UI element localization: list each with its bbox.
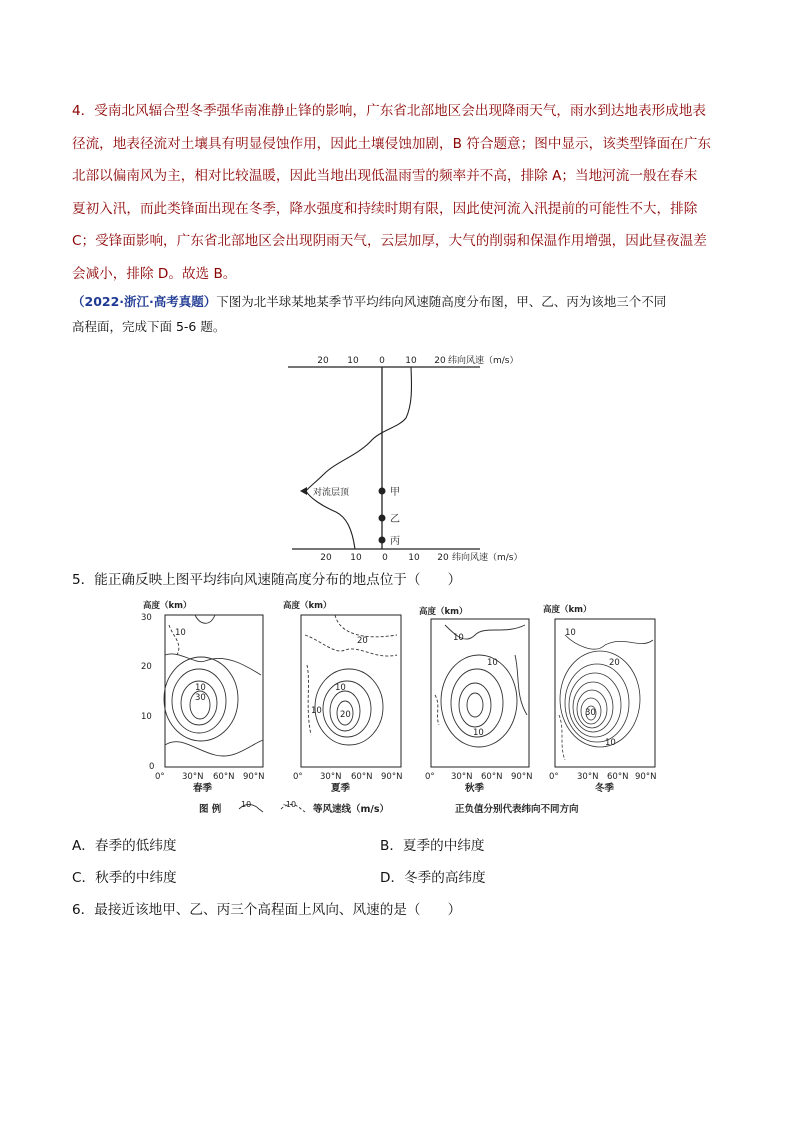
answer-line: C；受锋面影响，广东省北部地区会出现阴雨天气，云层加厚，大气的削弱和保温作用增强，因此昼夜温差 — [72, 233, 707, 249]
x-tick: 30°N — [320, 772, 342, 782]
contour-label: 20 — [609, 658, 620, 668]
x-tick: 90°N — [635, 772, 657, 782]
contour-label: 10 — [487, 658, 498, 668]
question-intro — [72, 289, 732, 339]
bottom-axis-label: 纬向风速（m/s） — [452, 553, 523, 563]
season-label: 夏季 — [331, 783, 351, 794]
contour-label: 10 — [175, 628, 186, 638]
panel-spring — [141, 600, 264, 794]
contour-label: 20 — [357, 636, 368, 646]
x-tick: 60°N — [481, 772, 503, 782]
panel-ylabel: 高度（km） — [419, 607, 468, 617]
option-a[interactable]: A．春季的低纬度 — [72, 838, 177, 854]
legend-text: 等风速线（m/s） — [313, 804, 390, 815]
question-6-stem: 6．最接近该地甲、乙、丙三个高程面上风向、风速的是（ ） — [72, 902, 462, 918]
level-jia-label: 甲 — [390, 487, 400, 498]
bottom-tick: 20 — [437, 553, 449, 563]
legend-title: 图 例 — [199, 804, 222, 815]
contour-label: 10 — [565, 628, 576, 638]
level-jia-marker — [379, 488, 386, 495]
contour-label: 10 — [605, 738, 616, 748]
answer-line: 北部以偏南风为主，相对比较温暖，因此当地出现低温雨雪的频率并不高，排除 A；当地河流一般在春末 — [72, 168, 698, 184]
y-tick: 20 — [141, 662, 152, 672]
level-bing-marker — [379, 537, 386, 544]
x-tick: 90°N — [511, 772, 533, 782]
season-label: 冬季 — [595, 783, 615, 794]
top-tick: 10 — [405, 356, 417, 366]
x-tick: 60°N — [351, 772, 373, 782]
answer-line: 会减小，排除 D。故选 B。 — [72, 265, 237, 282]
y-tick: 10 — [141, 712, 152, 722]
x-tick: 0° — [293, 772, 303, 782]
option-b[interactable]: B．夏季的中纬度 — [380, 838, 485, 854]
panel-ylabel: 高度（km） — [283, 601, 332, 611]
top-tick: 20 — [434, 356, 446, 366]
x-tick: 0° — [549, 772, 559, 782]
x-tick: 0° — [155, 772, 165, 782]
top-tick: 10 — [347, 356, 359, 366]
panel-autumn — [419, 606, 532, 794]
contour-label: 10 — [473, 728, 484, 738]
contour-label: 10 — [311, 706, 322, 716]
level-bing-label: 丙 — [390, 536, 400, 547]
y-tick: 30 — [141, 613, 152, 623]
level-yi-label: 乙 — [390, 514, 400, 525]
panel-summer — [283, 600, 402, 794]
season-label: 秋季 — [465, 783, 485, 794]
season-label: 春季 — [193, 783, 213, 794]
contour-label: 30 — [195, 693, 206, 703]
bottom-tick: 10 — [350, 553, 362, 563]
x-tick: 30°N — [182, 772, 204, 782]
top-tick: 20 — [317, 356, 329, 366]
x-tick: 60°N — [607, 772, 629, 782]
answer-4-paragraph — [72, 95, 732, 290]
bottom-tick: 0 — [382, 553, 388, 563]
intro-text: 下图为北半球某地某季节平均纬向风速随高度分布图，甲、乙、丙为该地三个不同 — [216, 294, 667, 309]
panel-winter — [543, 604, 656, 794]
tropopause-label: 对流层顶 — [313, 488, 350, 498]
contour-label: 10 — [195, 683, 206, 693]
option-c[interactable]: C．秋季的中纬度 — [72, 870, 177, 886]
panel-ylabel: 高度（km） — [143, 601, 192, 611]
contour-label: 20 — [340, 710, 351, 720]
contour-label: 10 — [453, 633, 464, 643]
answer-line: 4．受南北风辐合型冬季强华南准静止锋的影响，广东省北部地区会出现降雨天气，雨水到达地表形成地表 — [72, 103, 706, 119]
panel-ylabel: 高度（km） — [543, 605, 592, 615]
x-tick: 90°N — [243, 772, 265, 782]
x-tick: 0° — [425, 772, 435, 782]
intro-text: 高程面，完成下面 5-6 题。 — [72, 319, 226, 334]
seasonal-wind-contours-figure — [135, 595, 675, 827]
legend-solid-value: 10 — [241, 800, 252, 809]
top-axis-label: 纬向风速（m/s） — [448, 356, 519, 366]
figure-legend — [199, 800, 579, 815]
top-tick: 0 — [379, 356, 385, 366]
bottom-tick: 20 — [320, 553, 332, 563]
answer-line: 夏初入汛，而此类锋面出现在冬季，降水强度和持续时期有限，因此使河流入汛提前的可能性不大，排除 — [72, 200, 698, 217]
x-tick: 30°N — [451, 772, 473, 782]
x-tick: 90°N — [381, 772, 403, 782]
option-d[interactable]: D．冬季的高纬度 — [380, 870, 486, 886]
bottom-tick: 10 — [408, 553, 420, 563]
contour-label: 30 — [585, 708, 596, 718]
y-tick: 0 — [149, 762, 155, 772]
legend-note: 正负值分别代表纬向不同方向 — [455, 804, 579, 815]
contour-label: 10 — [335, 683, 346, 693]
question-5-stem: 5．能正确反映上图平均纬向风速随高度分布的地点位于（ ） — [72, 572, 462, 588]
x-tick: 30°N — [577, 772, 599, 782]
legend-dashed-value: -10 — [283, 800, 297, 809]
wind-profile-figure — [280, 350, 530, 565]
answer-line: 径流，地表径流对土壤具有明显侵蚀作用，因此土壤侵蚀加剧，B 符合题意；图中显示，该类型锋面在广东 — [72, 135, 711, 152]
level-yi-marker — [379, 515, 386, 522]
exam-source: （2022·浙江·高考真题） — [72, 294, 217, 309]
x-tick: 60°N — [213, 772, 235, 782]
